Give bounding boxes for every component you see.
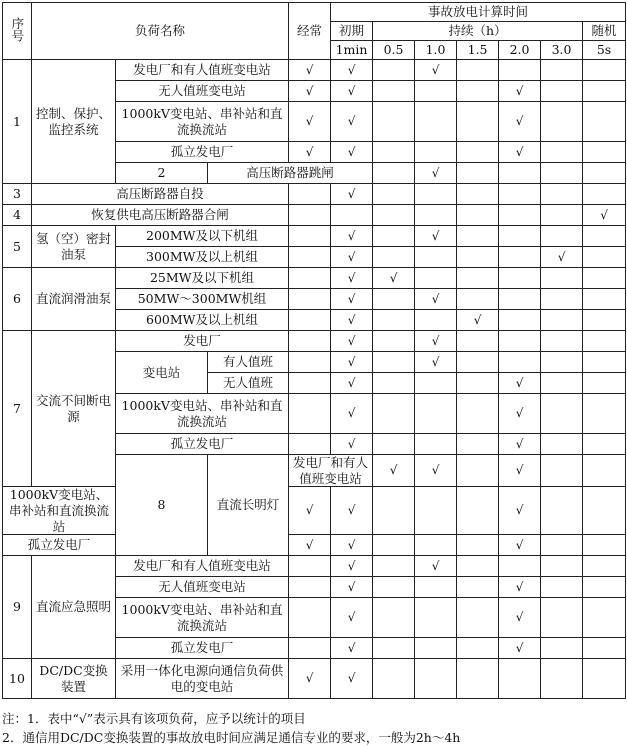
check-cell: √: [289, 535, 331, 556]
check-cell: [457, 268, 499, 289]
check-cell: √: [415, 455, 457, 487]
check-cell: [499, 205, 541, 226]
check-cell: [289, 352, 331, 373]
check-cell: √: [415, 556, 457, 577]
row-label: 200MW及以下机组: [116, 226, 289, 247]
check-cell: √: [499, 577, 541, 598]
check-cell: [415, 638, 457, 659]
check-cell: [415, 434, 457, 455]
row-label: 无人值班变电站: [116, 577, 289, 598]
check-cell: √: [499, 598, 541, 638]
table-row: [3, 331, 626, 352]
check-cell: [457, 455, 499, 487]
check-cell: [289, 205, 331, 226]
check-cell: [415, 247, 457, 268]
check-cell: [583, 142, 626, 163]
check-cell: [583, 331, 626, 352]
group-name: 直流润滑油泵: [32, 268, 116, 331]
check-cell: [373, 205, 415, 226]
check-cell: √: [331, 102, 373, 142]
check-cell: √: [331, 577, 373, 598]
row-label: 25MW及以下机组: [116, 268, 289, 289]
check-cell: [499, 331, 541, 352]
check-cell: [289, 577, 331, 598]
check-cell: [541, 598, 583, 638]
check-cell: [289, 184, 331, 205]
group-name: 恢复供电高压断路器合闸: [32, 205, 289, 226]
check-cell: [541, 184, 583, 205]
row-label: 采用一体化电源向通信负荷供电的变电站: [116, 659, 289, 699]
check-cell: [457, 331, 499, 352]
row-label: 1000kV变电站、串补站和直流换流站: [116, 102, 289, 142]
check-cell: [583, 394, 626, 434]
check-cell: √: [331, 268, 373, 289]
check-cell: √: [499, 102, 541, 142]
check-cell: [583, 226, 626, 247]
header-seq: 序号: [3, 3, 32, 60]
check-cell: [541, 205, 583, 226]
check-cell: √: [415, 60, 457, 81]
check-cell: √: [331, 60, 373, 81]
check-cell: [583, 163, 626, 184]
check-cell: √: [415, 289, 457, 310]
group-no: 10: [3, 659, 32, 699]
check-cell: √: [499, 434, 541, 455]
check-cell: [373, 373, 415, 394]
group-name: 交流不间断电源: [32, 331, 116, 487]
check-cell: √: [331, 352, 373, 373]
check-cell: [457, 638, 499, 659]
header-continuous: 持续（h）: [373, 22, 583, 41]
check-cell: [583, 352, 626, 373]
check-cell: [541, 487, 583, 535]
check-cell: [289, 226, 331, 247]
check-cell: [541, 163, 583, 184]
check-cell: [499, 247, 541, 268]
check-cell: [583, 268, 626, 289]
check-cell: [541, 310, 583, 331]
check-cell: [289, 638, 331, 659]
check-cell: √: [457, 310, 499, 331]
header-0-5h: 0.5: [373, 41, 415, 60]
check-cell: √: [289, 659, 331, 699]
check-cell: √: [415, 163, 457, 184]
check-cell: [583, 556, 626, 577]
check-cell: [541, 638, 583, 659]
check-cell: √: [331, 373, 373, 394]
table-row: [3, 535, 626, 556]
header-1-0h: 1.0: [415, 41, 457, 60]
check-cell: [583, 81, 626, 102]
check-cell: [499, 310, 541, 331]
check-cell: [541, 268, 583, 289]
check-cell: [583, 598, 626, 638]
row-label: 无人值班变电站: [116, 81, 289, 102]
check-cell: [583, 455, 626, 487]
check-cell: [373, 638, 415, 659]
check-cell: √: [373, 268, 415, 289]
check-cell: √: [331, 434, 373, 455]
check-cell: √: [499, 394, 541, 434]
check-cell: [457, 205, 499, 226]
check-cell: [373, 535, 415, 556]
check-cell: √: [331, 310, 373, 331]
check-cell: [373, 331, 415, 352]
check-cell: [415, 373, 457, 394]
check-cell: [415, 577, 457, 598]
check-cell: [499, 352, 541, 373]
check-cell: √: [415, 352, 457, 373]
header-initial: 初期: [331, 22, 373, 41]
check-cell: [583, 535, 626, 556]
row-label: 50MW～300MW机组: [116, 289, 289, 310]
check-cell: √: [331, 331, 373, 352]
check-cell: √: [331, 184, 373, 205]
check-cell: [541, 659, 583, 699]
check-cell: [541, 455, 583, 487]
check-cell: [541, 577, 583, 598]
check-cell: [289, 556, 331, 577]
check-cell: [415, 535, 457, 556]
group-no: 8: [116, 455, 208, 556]
check-cell: √: [499, 638, 541, 659]
check-cell: [457, 142, 499, 163]
check-cell: [583, 638, 626, 659]
row-label: 1000kV变电站、串补站和直流换流站: [3, 487, 116, 535]
table-notes: [2, 709, 460, 747]
check-cell: √: [331, 394, 373, 434]
check-cell: √: [331, 289, 373, 310]
check-cell: [499, 184, 541, 205]
check-cell: [541, 535, 583, 556]
row-label: 无人值班: [208, 373, 289, 394]
check-cell: [373, 289, 415, 310]
check-cell: √: [415, 226, 457, 247]
check-cell: √: [331, 638, 373, 659]
check-cell: [289, 598, 331, 638]
check-cell: [541, 434, 583, 455]
check-cell: [499, 268, 541, 289]
group-no: 4: [3, 205, 32, 226]
check-cell: [457, 556, 499, 577]
check-cell: √: [331, 226, 373, 247]
check-cell: [373, 184, 415, 205]
check-cell: [457, 352, 499, 373]
table-row: [3, 205, 626, 226]
check-cell: [289, 434, 331, 455]
check-cell: √: [331, 535, 373, 556]
check-cell: [541, 60, 583, 81]
check-cell: [541, 102, 583, 142]
check-cell: [457, 535, 499, 556]
row-label: 孤立发电厂: [116, 142, 289, 163]
check-cell: [415, 268, 457, 289]
check-cell: [541, 226, 583, 247]
header-2-0h: 2.0: [499, 41, 541, 60]
check-cell: [457, 289, 499, 310]
check-cell: [373, 577, 415, 598]
check-cell: [499, 289, 541, 310]
check-cell: [583, 434, 626, 455]
check-cell: [457, 163, 499, 184]
check-cell: [373, 60, 415, 81]
header-1min: 1min: [331, 41, 373, 60]
check-cell: [373, 487, 415, 535]
check-cell: √: [499, 373, 541, 394]
check-cell: [373, 247, 415, 268]
check-cell: [583, 310, 626, 331]
check-cell: [415, 310, 457, 331]
check-cell: [415, 142, 457, 163]
check-cell: [457, 226, 499, 247]
group-no: 5: [3, 226, 32, 268]
group-no: 1: [3, 60, 32, 184]
check-cell: [331, 205, 373, 226]
row-label: 600MW及以上机组: [116, 310, 289, 331]
check-cell: [373, 310, 415, 331]
check-cell: √: [373, 455, 415, 487]
check-cell: [541, 289, 583, 310]
check-cell: [457, 184, 499, 205]
check-cell: √: [499, 487, 541, 535]
check-cell: √: [541, 247, 583, 268]
check-cell: [415, 659, 457, 699]
check-cell: [289, 289, 331, 310]
check-cell: [541, 352, 583, 373]
check-cell: [583, 289, 626, 310]
check-cell: [457, 394, 499, 434]
check-cell: [415, 102, 457, 142]
header-3-0h: 3.0: [541, 41, 583, 60]
check-cell: [583, 247, 626, 268]
group-name: 控制、保护、监控系统: [32, 60, 116, 184]
check-cell: [541, 556, 583, 577]
load-table: [2, 2, 626, 699]
row-label: 发电厂和有人值班变电站: [289, 455, 373, 487]
table-row: [3, 556, 626, 577]
check-cell: √: [583, 205, 626, 226]
check-cell: [541, 394, 583, 434]
check-cell: [415, 81, 457, 102]
check-cell: [289, 394, 331, 434]
check-cell: [583, 577, 626, 598]
check-cell: [289, 373, 331, 394]
row-label: 1000kV变电站、串补站和直流换流站: [116, 394, 289, 434]
check-cell: [373, 163, 415, 184]
check-cell: [415, 487, 457, 535]
check-cell: [373, 394, 415, 434]
header-random: 随机: [583, 22, 626, 41]
check-cell: [499, 556, 541, 577]
group-name: 高压断路器跳闸: [208, 163, 373, 184]
group-no: 3: [3, 184, 32, 205]
check-cell: √: [289, 102, 331, 142]
row-label: 1000kV变电站、串补站和直流换流站: [116, 598, 289, 638]
check-cell: [457, 434, 499, 455]
row-label: 有人值班: [208, 352, 289, 373]
header-regular: 经常: [289, 3, 331, 60]
check-cell: √: [331, 598, 373, 638]
check-cell: [457, 577, 499, 598]
check-cell: [457, 102, 499, 142]
check-cell: [373, 659, 415, 699]
check-cell: [289, 247, 331, 268]
check-cell: √: [415, 331, 457, 352]
table-row: [3, 60, 626, 81]
check-cell: [373, 142, 415, 163]
check-cell: [289, 331, 331, 352]
check-cell: √: [499, 81, 541, 102]
table-row: [3, 268, 626, 289]
check-cell: [373, 556, 415, 577]
check-cell: [457, 373, 499, 394]
header-load-name: 负荷名称: [32, 3, 289, 60]
check-cell: [499, 659, 541, 699]
check-cell: [457, 598, 499, 638]
row-label: 孤立发电厂: [116, 434, 289, 455]
check-cell: [541, 142, 583, 163]
check-cell: [583, 102, 626, 142]
row-label: 发电厂: [116, 331, 289, 352]
check-cell: √: [331, 487, 373, 535]
group-name: 氢（空）密封油泵: [32, 226, 116, 268]
group-name: DC/DC变换装置: [32, 659, 116, 699]
check-cell: [499, 163, 541, 184]
row-label: 发电厂和有人值班变电站: [116, 556, 289, 577]
group-name: 直流长明灯: [208, 455, 289, 556]
group-no: 2: [116, 163, 208, 184]
check-cell: √: [331, 659, 373, 699]
check-cell: [457, 81, 499, 102]
check-cell: [373, 226, 415, 247]
check-cell: [499, 60, 541, 81]
check-cell: √: [499, 535, 541, 556]
table-row: [3, 487, 626, 535]
check-cell: [373, 102, 415, 142]
check-cell: [289, 268, 331, 289]
check-cell: [289, 310, 331, 331]
check-cell: [373, 598, 415, 638]
check-cell: [541, 81, 583, 102]
table-row: [3, 659, 626, 699]
header-event-discharge: 事故放电计算时间: [331, 3, 626, 22]
header-5s: 5s: [583, 41, 626, 60]
row-label: 发电厂和有人值班变电站: [116, 60, 289, 81]
check-cell: [583, 184, 626, 205]
check-cell: √: [289, 142, 331, 163]
note-1: 注：1．表中“√”表示具有该项负荷，应予以统计的项目: [2, 711, 306, 726]
check-cell: [373, 81, 415, 102]
group-name: 直流应急照明: [32, 556, 116, 659]
row-label: 300MW及以上机组: [116, 247, 289, 268]
group-no: 6: [3, 268, 32, 331]
check-cell: [415, 598, 457, 638]
row-label: 孤立发电厂: [3, 535, 116, 556]
check-cell: [457, 247, 499, 268]
check-cell: √: [289, 60, 331, 81]
group-no: 7: [3, 331, 32, 487]
check-cell: [541, 331, 583, 352]
check-cell: √: [499, 142, 541, 163]
check-cell: [415, 394, 457, 434]
check-cell: [583, 373, 626, 394]
check-cell: √: [289, 487, 331, 535]
check-cell: [457, 659, 499, 699]
check-cell: [415, 205, 457, 226]
check-cell: [499, 226, 541, 247]
group-name: 高压断路器自投: [32, 184, 289, 205]
check-cell: √: [289, 81, 331, 102]
check-cell: [373, 434, 415, 455]
check-cell: √: [499, 455, 541, 487]
check-cell: [583, 60, 626, 81]
row-label: 孤立发电厂: [116, 638, 289, 659]
check-cell: [541, 373, 583, 394]
substation-label: 变电站: [116, 352, 208, 394]
check-cell: √: [331, 556, 373, 577]
check-cell: [457, 487, 499, 535]
check-cell: √: [331, 81, 373, 102]
note-2: 2．通信用DC/DC变换装置的事故放电时间应满足通信专业的要求，一般为2h～4h: [2, 730, 461, 745]
group-no: 9: [3, 556, 32, 659]
load-table-container: [2, 2, 626, 745]
header-1-5h: 1.5: [457, 41, 499, 60]
check-cell: [415, 184, 457, 205]
check-cell: [457, 60, 499, 81]
table-row: [3, 226, 626, 247]
table-row: [3, 184, 626, 205]
check-cell: √: [331, 142, 373, 163]
check-cell: [583, 659, 626, 699]
check-cell: [373, 352, 415, 373]
check-cell: [583, 487, 626, 535]
check-cell: √: [331, 247, 373, 268]
